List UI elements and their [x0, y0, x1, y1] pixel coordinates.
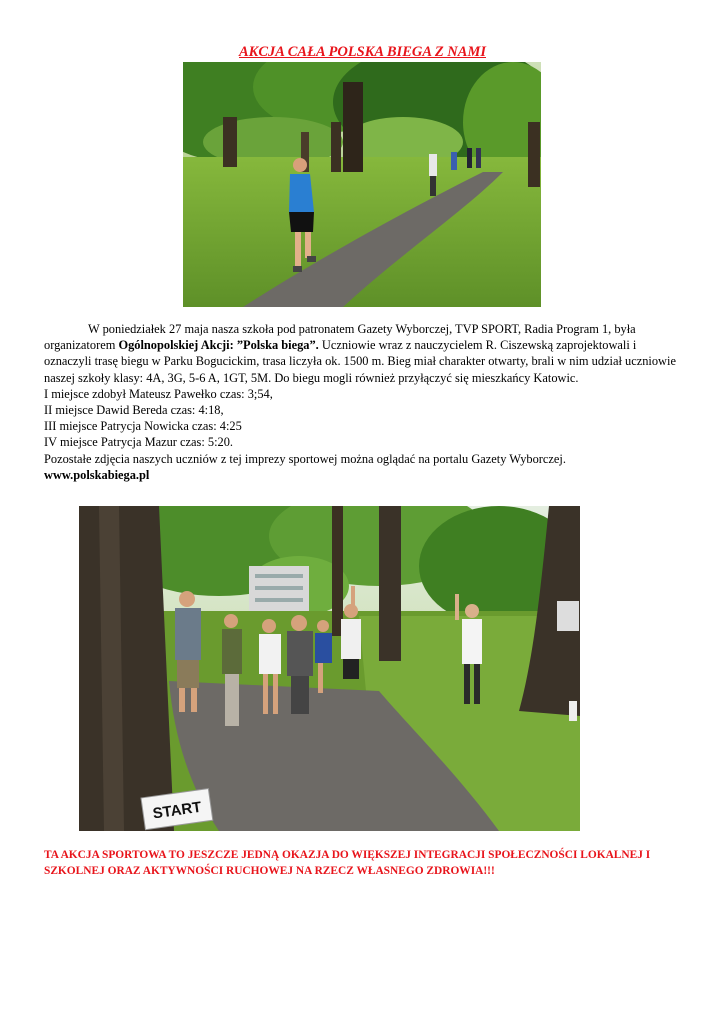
park-running-image	[183, 62, 541, 307]
result-line: III miejsce Patrycja Nowicka czas: 4:25	[44, 419, 242, 434]
footer-note: Pozostałe zdjęcia naszych uczniów z tej imprezy sportowej można oglądać na portalu Gazety Wyborczej.	[44, 451, 566, 466]
article-body	[44, 321, 684, 483]
photo-runner-park	[183, 62, 541, 307]
result-line: I miejsce zdobył Mateusz Pawełko czas: 3;54,	[44, 386, 273, 401]
intro-event-name: Ogólnopolskiej Akcji: ”Polska biega”.	[118, 338, 319, 353]
website-link[interactable]: www.polskabiega.pl	[44, 467, 150, 482]
intro-text-2: Uczniowie wraz z nauczycielem R. Ciszewską zaprojektowali i oznaczyli trasę biegu w Parku Bogucickim, trasa liczyła ok. 1500 m. Bieg miał charakter otwarty, brali w nim udział uczniowie naszej szkoły klasy: 4A, 3G, 5-6 A, 1GT, 5M. Do biegu mogli również przyłączyć się mieszkańcy Katowic.	[44, 338, 676, 385]
page-title: AKCJA CAŁA POLSKA BIEGA Z NAMI	[239, 44, 486, 60]
closing-statement: TA AKCJA SPORTOWA TO JESZCZE JEDNĄ OKAZJA DO WIĘKSZEJ INTEGRACJI SPOŁECZNOŚCI LOKALNEJ I SZKOLNEJ ORAZ AKTYWNOŚCI RUCHOWEJ NA RZECZ WŁASNEGO ZDROWIA!!!	[44, 849, 651, 877]
photo-start-group	[79, 506, 580, 831]
result-line: IV miejsce Patrycja Mazur czas: 5:20.	[44, 435, 234, 450]
intro-paragraph	[44, 321, 684, 386]
result-line: II miejsce Dawid Bereda czas: 4:18,	[44, 403, 224, 418]
start-sign-text: START	[151, 798, 203, 823]
intro-text-1: W poniedziałek 27 maja nasza szkoła pod patronatem Gazety Wyborczej, TVP SPORT, Radia Program 1, była organizatorem	[44, 322, 636, 353]
start-line-image	[79, 506, 580, 831]
